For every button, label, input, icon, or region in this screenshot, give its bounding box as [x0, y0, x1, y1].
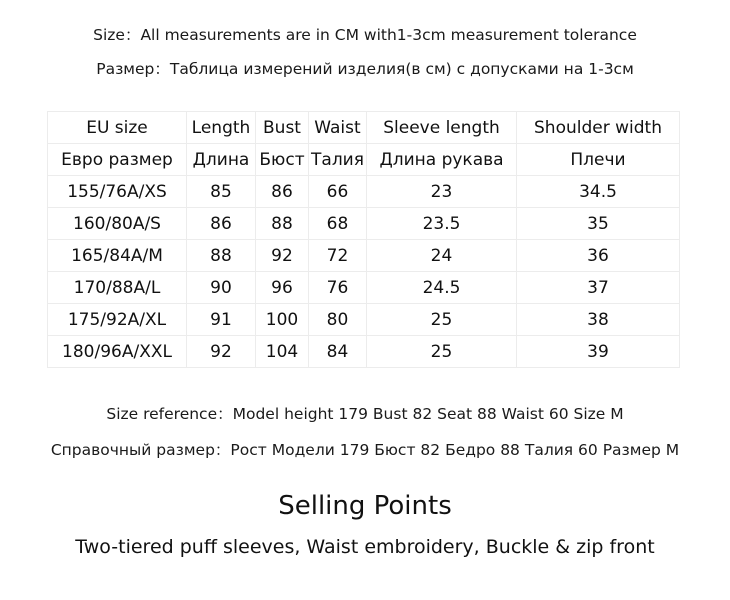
- cell-waist: 68: [309, 208, 367, 240]
- selling-points-title: Selling Points: [278, 491, 452, 521]
- cell-waist: 84: [309, 336, 367, 368]
- cell-shoulder-width: 39: [517, 336, 680, 368]
- table-row: [48, 176, 680, 208]
- cell-eu-size: 175/92A/XL: [48, 304, 187, 336]
- cell-eu-size: 170/88A/L: [48, 272, 187, 304]
- cell-bust: 100: [256, 304, 309, 336]
- cell-bust: 86: [256, 176, 309, 208]
- header-length-ru: Длина: [187, 144, 256, 176]
- table-row: [48, 240, 680, 272]
- cell-length: 85: [187, 176, 256, 208]
- cell-shoulder-width: 38: [517, 304, 680, 336]
- header-waist-ru: Талия: [309, 144, 367, 176]
- cell-shoulder-width: 36: [517, 240, 680, 272]
- header-waist: Waist: [309, 112, 367, 144]
- header-sleeve-length-ru: Длина рукава: [367, 144, 517, 176]
- cell-waist: 80: [309, 304, 367, 336]
- cell-waist: 76: [309, 272, 367, 304]
- cell-bust: 88: [256, 208, 309, 240]
- header-eu-size: EU size: [48, 112, 187, 144]
- cell-length: 91: [187, 304, 256, 336]
- cell-bust: 96: [256, 272, 309, 304]
- header-shoulder-width-ru: Плечи: [517, 144, 680, 176]
- cell-eu-size: 165/84A/M: [48, 240, 187, 272]
- header-shoulder-width: Shoulder width: [517, 112, 680, 144]
- cell-sleeve-length: 24.5: [367, 272, 517, 304]
- size-chart-table: [47, 111, 680, 368]
- cell-shoulder-width: 35: [517, 208, 680, 240]
- table-row: [48, 336, 680, 368]
- cell-length: 90: [187, 272, 256, 304]
- selling-points-text: Two-tiered puff sleeves, Waist embroidery, Buckle & zip front: [75, 536, 655, 558]
- header-bust-ru: Бюст: [256, 144, 309, 176]
- table-row: [48, 304, 680, 336]
- cell-sleeve-length: 23.5: [367, 208, 517, 240]
- size-note-english: Size：All measurements are in CM with1-3cm measurement tolerance: [93, 26, 637, 44]
- size-reference-russian: Справочный размер：Рост Модели 179 Бюст 82 Бедро 88 Талия 60 Размер M: [50, 441, 680, 459]
- header-bust: Bust: [256, 112, 309, 144]
- cell-waist: 66: [309, 176, 367, 208]
- header-eu-size-ru: Евро размер: [48, 144, 187, 176]
- size-note-russian: Размер：Таблица измерений изделия(в см) с допусками на 1-3см: [96, 60, 634, 78]
- cell-length: 92: [187, 336, 256, 368]
- cell-shoulder-width: 37: [517, 272, 680, 304]
- cell-length: 86: [187, 208, 256, 240]
- cell-eu-size: 180/96A/XXL: [48, 336, 187, 368]
- header-sleeve-length: Sleeve length: [367, 112, 517, 144]
- size-reference-english: Size reference：Model height 179 Bust 82 Seat 88 Waist 60 Size M: [106, 405, 624, 423]
- cell-sleeve-length: 25: [367, 336, 517, 368]
- cell-bust: 92: [256, 240, 309, 272]
- table-row: [48, 208, 680, 240]
- header-row-russian: [48, 144, 680, 176]
- cell-sleeve-length: 24: [367, 240, 517, 272]
- cell-waist: 72: [309, 240, 367, 272]
- header-length: Length: [187, 112, 256, 144]
- cell-sleeve-length: 23: [367, 176, 517, 208]
- cell-shoulder-width: 34.5: [517, 176, 680, 208]
- cell-eu-size: 155/76A/XS: [48, 176, 187, 208]
- cell-sleeve-length: 25: [367, 304, 517, 336]
- header-row-english: [48, 112, 680, 144]
- cell-length: 88: [187, 240, 256, 272]
- cell-bust: 104: [256, 336, 309, 368]
- cell-eu-size: 160/80A/S: [48, 208, 187, 240]
- table-row: [48, 272, 680, 304]
